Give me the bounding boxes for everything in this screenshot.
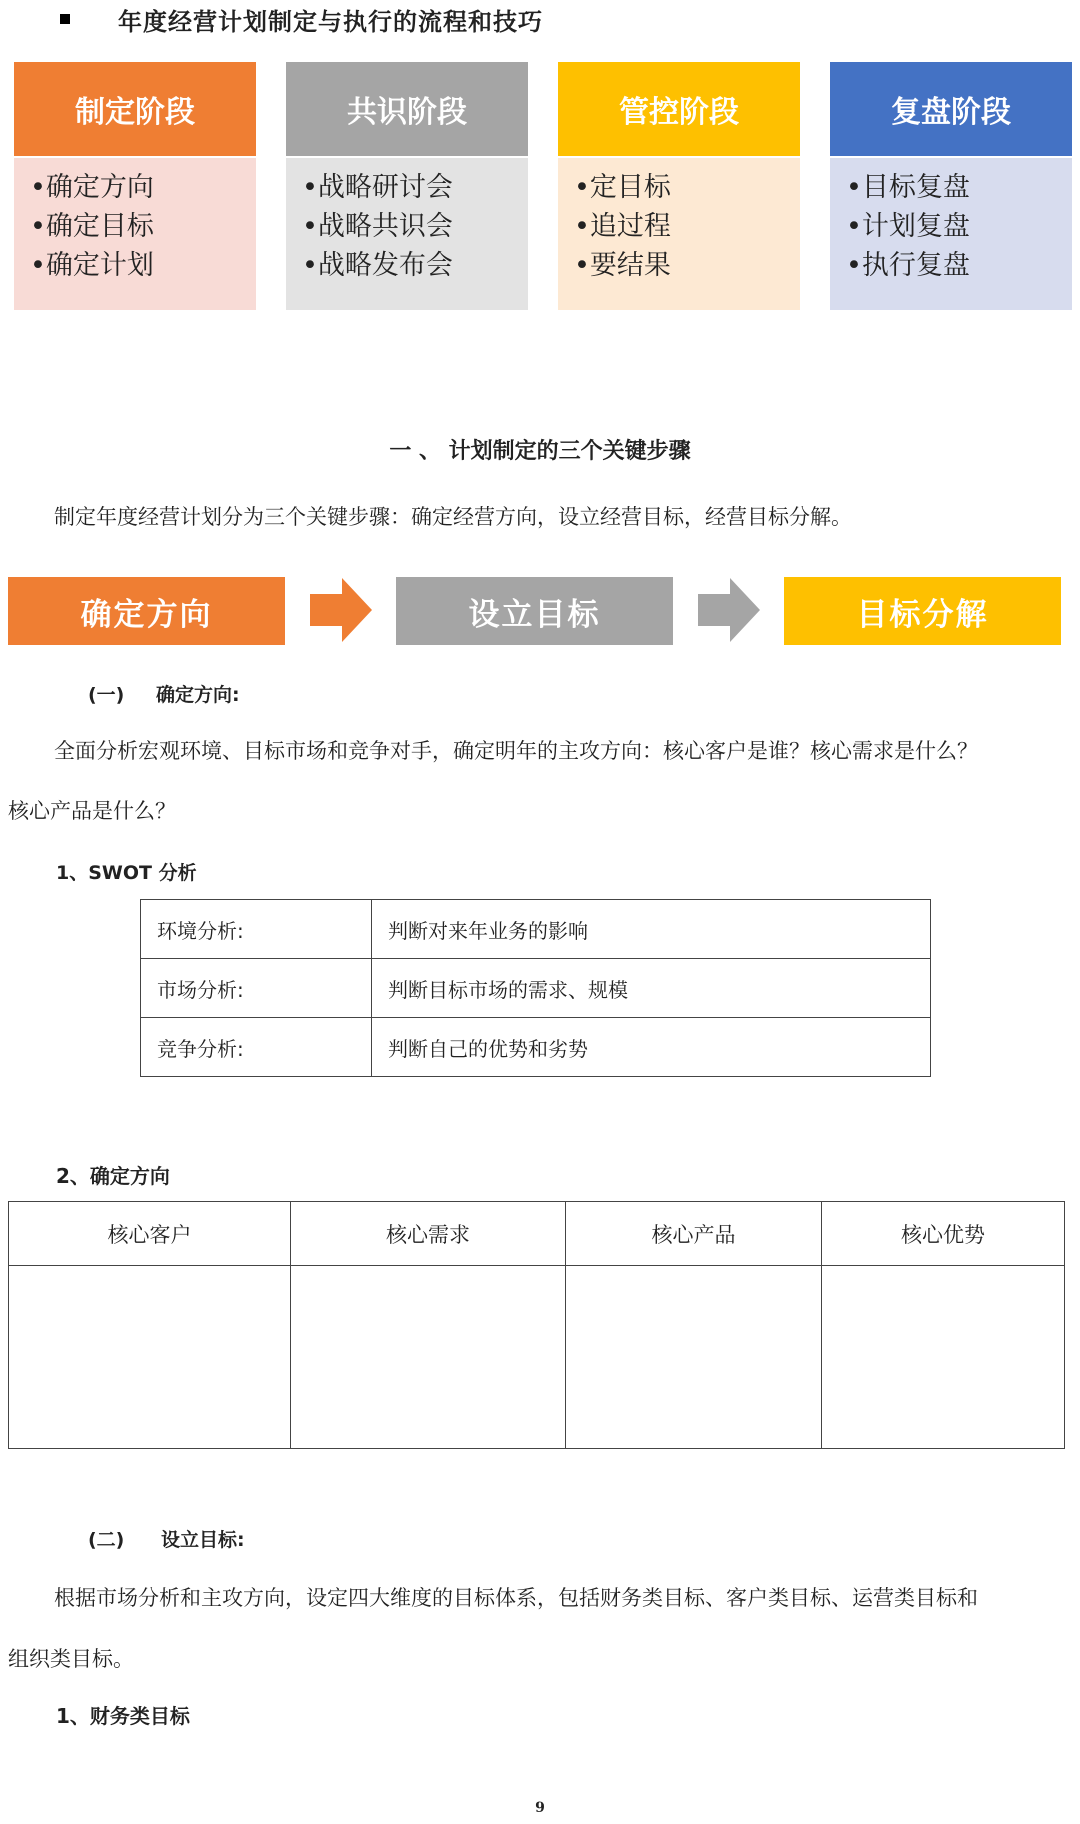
stage-title: 管控阶段 (558, 62, 800, 158)
table-cell (566, 1266, 822, 1449)
page-number: 9 (535, 1800, 545, 1816)
swot-desc: 判断自己的优势和劣势 (372, 1018, 931, 1077)
stage-title: 制定阶段 (14, 62, 256, 158)
section-intro: 制定年度经营计划分为三个关键步骤：确定经营方向，设立经营目标，经营目标分解。 (54, 505, 852, 529)
stage-item: •要结果 (574, 250, 671, 281)
page-title: 年度经营计划制定与执行的流程和技巧 (118, 8, 543, 36)
stage-card-planning (14, 62, 256, 310)
table-cell (822, 1266, 1065, 1449)
part1-paragraph-line1: 全面分析宏观环境、目标市场和竞争对手，确定明年的主攻方向：核心客户是谁？核心需求是什么？ (54, 739, 978, 763)
stage-item: •执行复盘 (846, 250, 970, 281)
stage-item: •追过程 (574, 211, 671, 242)
stage-title: 复盘阶段 (830, 62, 1072, 158)
direction-heading: 2、确定方向 (56, 1164, 170, 1188)
table-row (141, 959, 931, 1018)
swot-label: 市场分析: (141, 959, 372, 1018)
finance-heading: 1、财务类目标 (56, 1704, 190, 1728)
table-cell (9, 1266, 291, 1449)
swot-label: 环境分析: (141, 900, 372, 959)
swot-desc: 判断对来年业务的影响 (372, 900, 931, 959)
stage-body (14, 158, 256, 310)
stage-body (830, 158, 1072, 310)
table-row (9, 1266, 1065, 1449)
stage-card-control (558, 62, 800, 310)
stage-item: •计划复盘 (846, 211, 970, 242)
part2-paragraph-line2: 组织类目标。 (8, 1647, 134, 1671)
column-header: 核心客户 (9, 1202, 291, 1266)
stage-item: •战略发布会 (302, 250, 453, 281)
step-define-direction: 确定方向 (8, 577, 285, 645)
step-decompose-goals: 目标分解 (784, 577, 1061, 645)
stage-card-review (830, 62, 1072, 310)
part1-number: (一) (88, 684, 125, 706)
stage-item: •确定计划 (30, 250, 154, 281)
stage-item: •定目标 (574, 172, 671, 203)
stage-body (558, 158, 800, 310)
swot-label: 竞争分析: (141, 1018, 372, 1077)
swot-desc: 判断目标市场的需求、规模 (372, 959, 931, 1018)
direction-table (8, 1201, 1065, 1449)
column-header: 核心产品 (566, 1202, 822, 1266)
arrow-right-icon (310, 578, 372, 642)
arrow-right-icon (698, 578, 760, 642)
step-set-goals: 设立目标 (396, 577, 673, 645)
part1-paragraph-line2: 核心产品是什么？ (8, 799, 176, 823)
stage-item: •目标复盘 (846, 172, 970, 203)
title-bullet (60, 14, 70, 24)
stage-item: •确定目标 (30, 211, 154, 242)
table-header-row (9, 1202, 1065, 1266)
stage-body (286, 158, 528, 310)
stage-item: •确定方向 (30, 172, 154, 203)
column-header: 核心需求 (291, 1202, 566, 1266)
part2-paragraph-line1: 根据市场分析和主攻方向，设定四大维度的目标体系，包括财务类目标、客户类目标、运营类目标和 (54, 1586, 978, 1610)
stage-title: 共识阶段 (286, 62, 528, 158)
stage-item: •战略共识会 (302, 211, 453, 242)
section-title: 一 、 计划制定的三个关键步骤 (389, 439, 691, 464)
table-row (141, 900, 931, 959)
stage-card-consensus (286, 62, 528, 310)
swot-heading: 1、SWOT 分析 (56, 862, 197, 884)
part1-heading: 确定方向: (156, 684, 240, 706)
part2-heading: 设立目标: (161, 1529, 245, 1551)
swot-table (140, 899, 931, 1077)
column-header: 核心优势 (822, 1202, 1065, 1266)
table-row (141, 1018, 931, 1077)
stage-item: •战略研讨会 (302, 172, 453, 203)
table-cell (291, 1266, 566, 1449)
part2-number: (二) (88, 1529, 125, 1551)
